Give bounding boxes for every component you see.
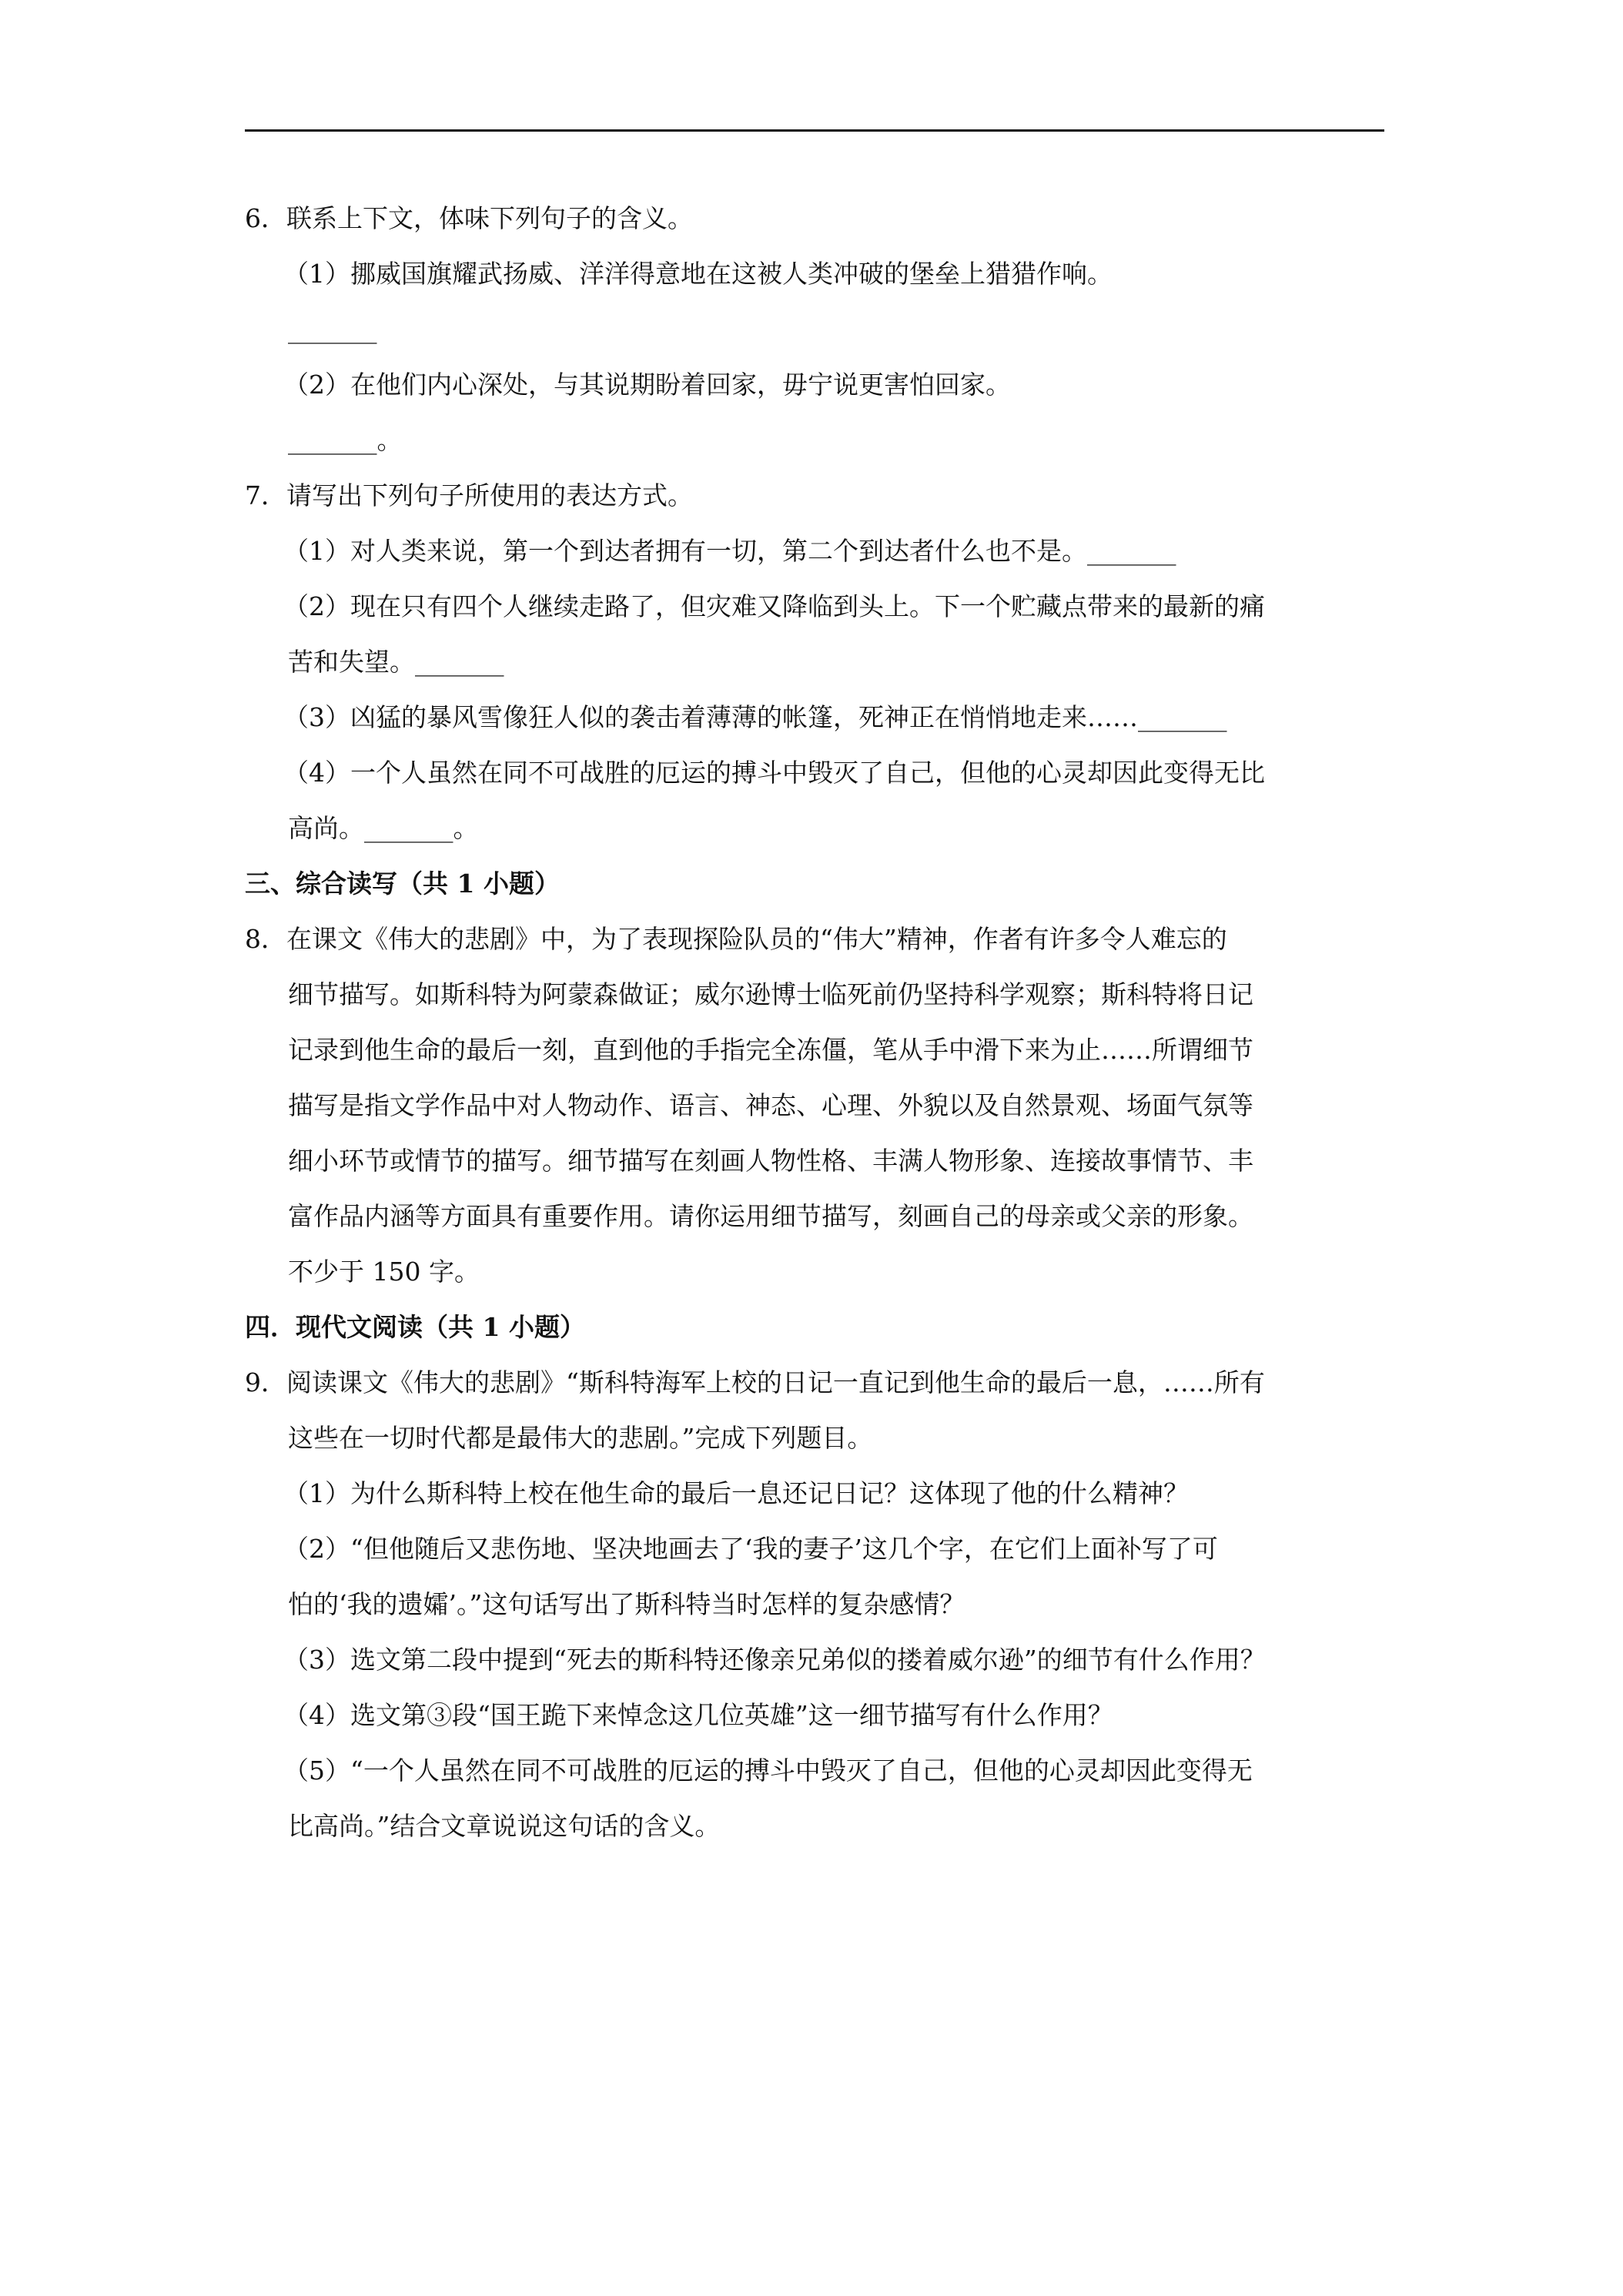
q9-sub-5-line-2: 比高尚。”结合文章说说这句话的含义。 — [288, 1811, 721, 1841]
section-4-heading: 四．现代文阅读（共 1 小题） — [245, 1312, 585, 1342]
q6-answer-blank-1: _______ — [288, 314, 377, 344]
q7-sentence-4-line-2: 高尚。_______。 — [288, 813, 479, 843]
q9-sub-1: （1）为什么斯科特上校在他生命的最后一息还记日记？这体现了他的什么精神？ — [283, 1478, 1189, 1508]
q9-line-2: 这些在一切时代都是最伟大的悲剧。”完成下列题目。 — [288, 1423, 873, 1453]
q9-sub-4: （4）选文第③段“国王跪下来悼念这几位英雄”这一细节描写有什么作用？ — [283, 1700, 1113, 1730]
q9-line-1: 9．阅读课文《伟大的悲剧》“斯科特海军上校的日记一直记到他生命的最后一息，……所有 — [245, 1367, 1265, 1397]
q9-sub-3: （3）选文第二段中提到“死去的斯科特还像亲兄弟似的搂着威尔逊”的细节有什么作用？ — [283, 1645, 1266, 1675]
q6-sentence-2: （2）在他们内心深处，与其说期盼着回家，毋宁说更害怕回家。 — [283, 370, 1011, 400]
section-3-heading: 三、综合读写（共 1 小题） — [245, 869, 560, 899]
q6-stem: 6．联系上下文，体味下列句子的含义。 — [245, 203, 693, 233]
header-rule — [245, 129, 1384, 132]
q7-sentence-3: （3）凶猛的暴风雪像狂人似的袭击着薄薄的帐篷，死神正在悄悄地走来……_______ — [283, 702, 1227, 732]
q7-sentence-4-line-1: （4）一个人虽然在同不可战胜的厄运的搏斗中毁灭了自己，但他的心灵却因此变得无比 — [283, 758, 1265, 788]
q8-line-2: 细节描写。如斯科特为阿蒙森做证；威尔逊博士临死前仍坚持科学观察；斯科特将日记 — [288, 979, 1253, 1009]
q8-line-4: 描写是指文学作品中对人物动作、语言、神态、心理、外貌以及自然景观、场面气氛等 — [288, 1090, 1253, 1120]
q6-answer-blank-2: _______。 — [288, 425, 403, 455]
q7-sentence-2-line-2: 苦和失望。_______ — [288, 647, 504, 677]
q7-stem: 7．请写出下列句子所使用的表达方式。 — [245, 480, 693, 510]
q9-sub-2-line-2: 怕的‘我的遗孀’。”这句话写出了斯科特当时怎样的复杂感情？ — [288, 1589, 965, 1619]
q8-line-7: 不少于 150 字。 — [288, 1257, 480, 1287]
q7-sentence-2-line-1: （2）现在只有四个人继续走路了，但灾难又降临到头上。下一个贮藏点带来的最新的痛 — [283, 591, 1265, 621]
q8-line-3: 记录到他生命的最后一刻，直到他的手指完全冻僵，笔从手中滑下来为止……所谓细节 — [288, 1035, 1253, 1065]
q6-sentence-1: （1）挪威国旗耀武扬威、洋洋得意地在这被人类冲破的堡垒上猎猎作响。 — [283, 259, 1113, 289]
q8-line-1: 8．在课文《伟大的悲剧》中，为了表现探险队员的“伟大”精神，作者有许多令人难忘的 — [245, 924, 1227, 954]
q7-sentence-1: （1）对人类来说，第一个到达者拥有一切，第二个到达者什么也不是。_______ — [283, 536, 1176, 566]
q8-line-6: 富作品内涵等方面具有重要作用。请你运用细节描写，刻画自己的母亲或父亲的形象。 — [288, 1201, 1253, 1231]
q9-sub-2-line-1: （2）“但他随后又悲伤地、坚决地画去了‘我的妻子’这几个字，在它们上面补写了可 — [283, 1534, 1218, 1564]
q8-line-5: 细小环节或情节的描写。细节描写在刻画人物性格、丰满人物形象、连接故事情节、丰 — [288, 1146, 1253, 1176]
document-body — [245, 191, 1384, 1854]
q9-sub-5-line-1: （5）“一个人虽然在同不可战胜的厄运的搏斗中毁灭了自己，但他的心灵却因此变得无 — [283, 1755, 1253, 1786]
